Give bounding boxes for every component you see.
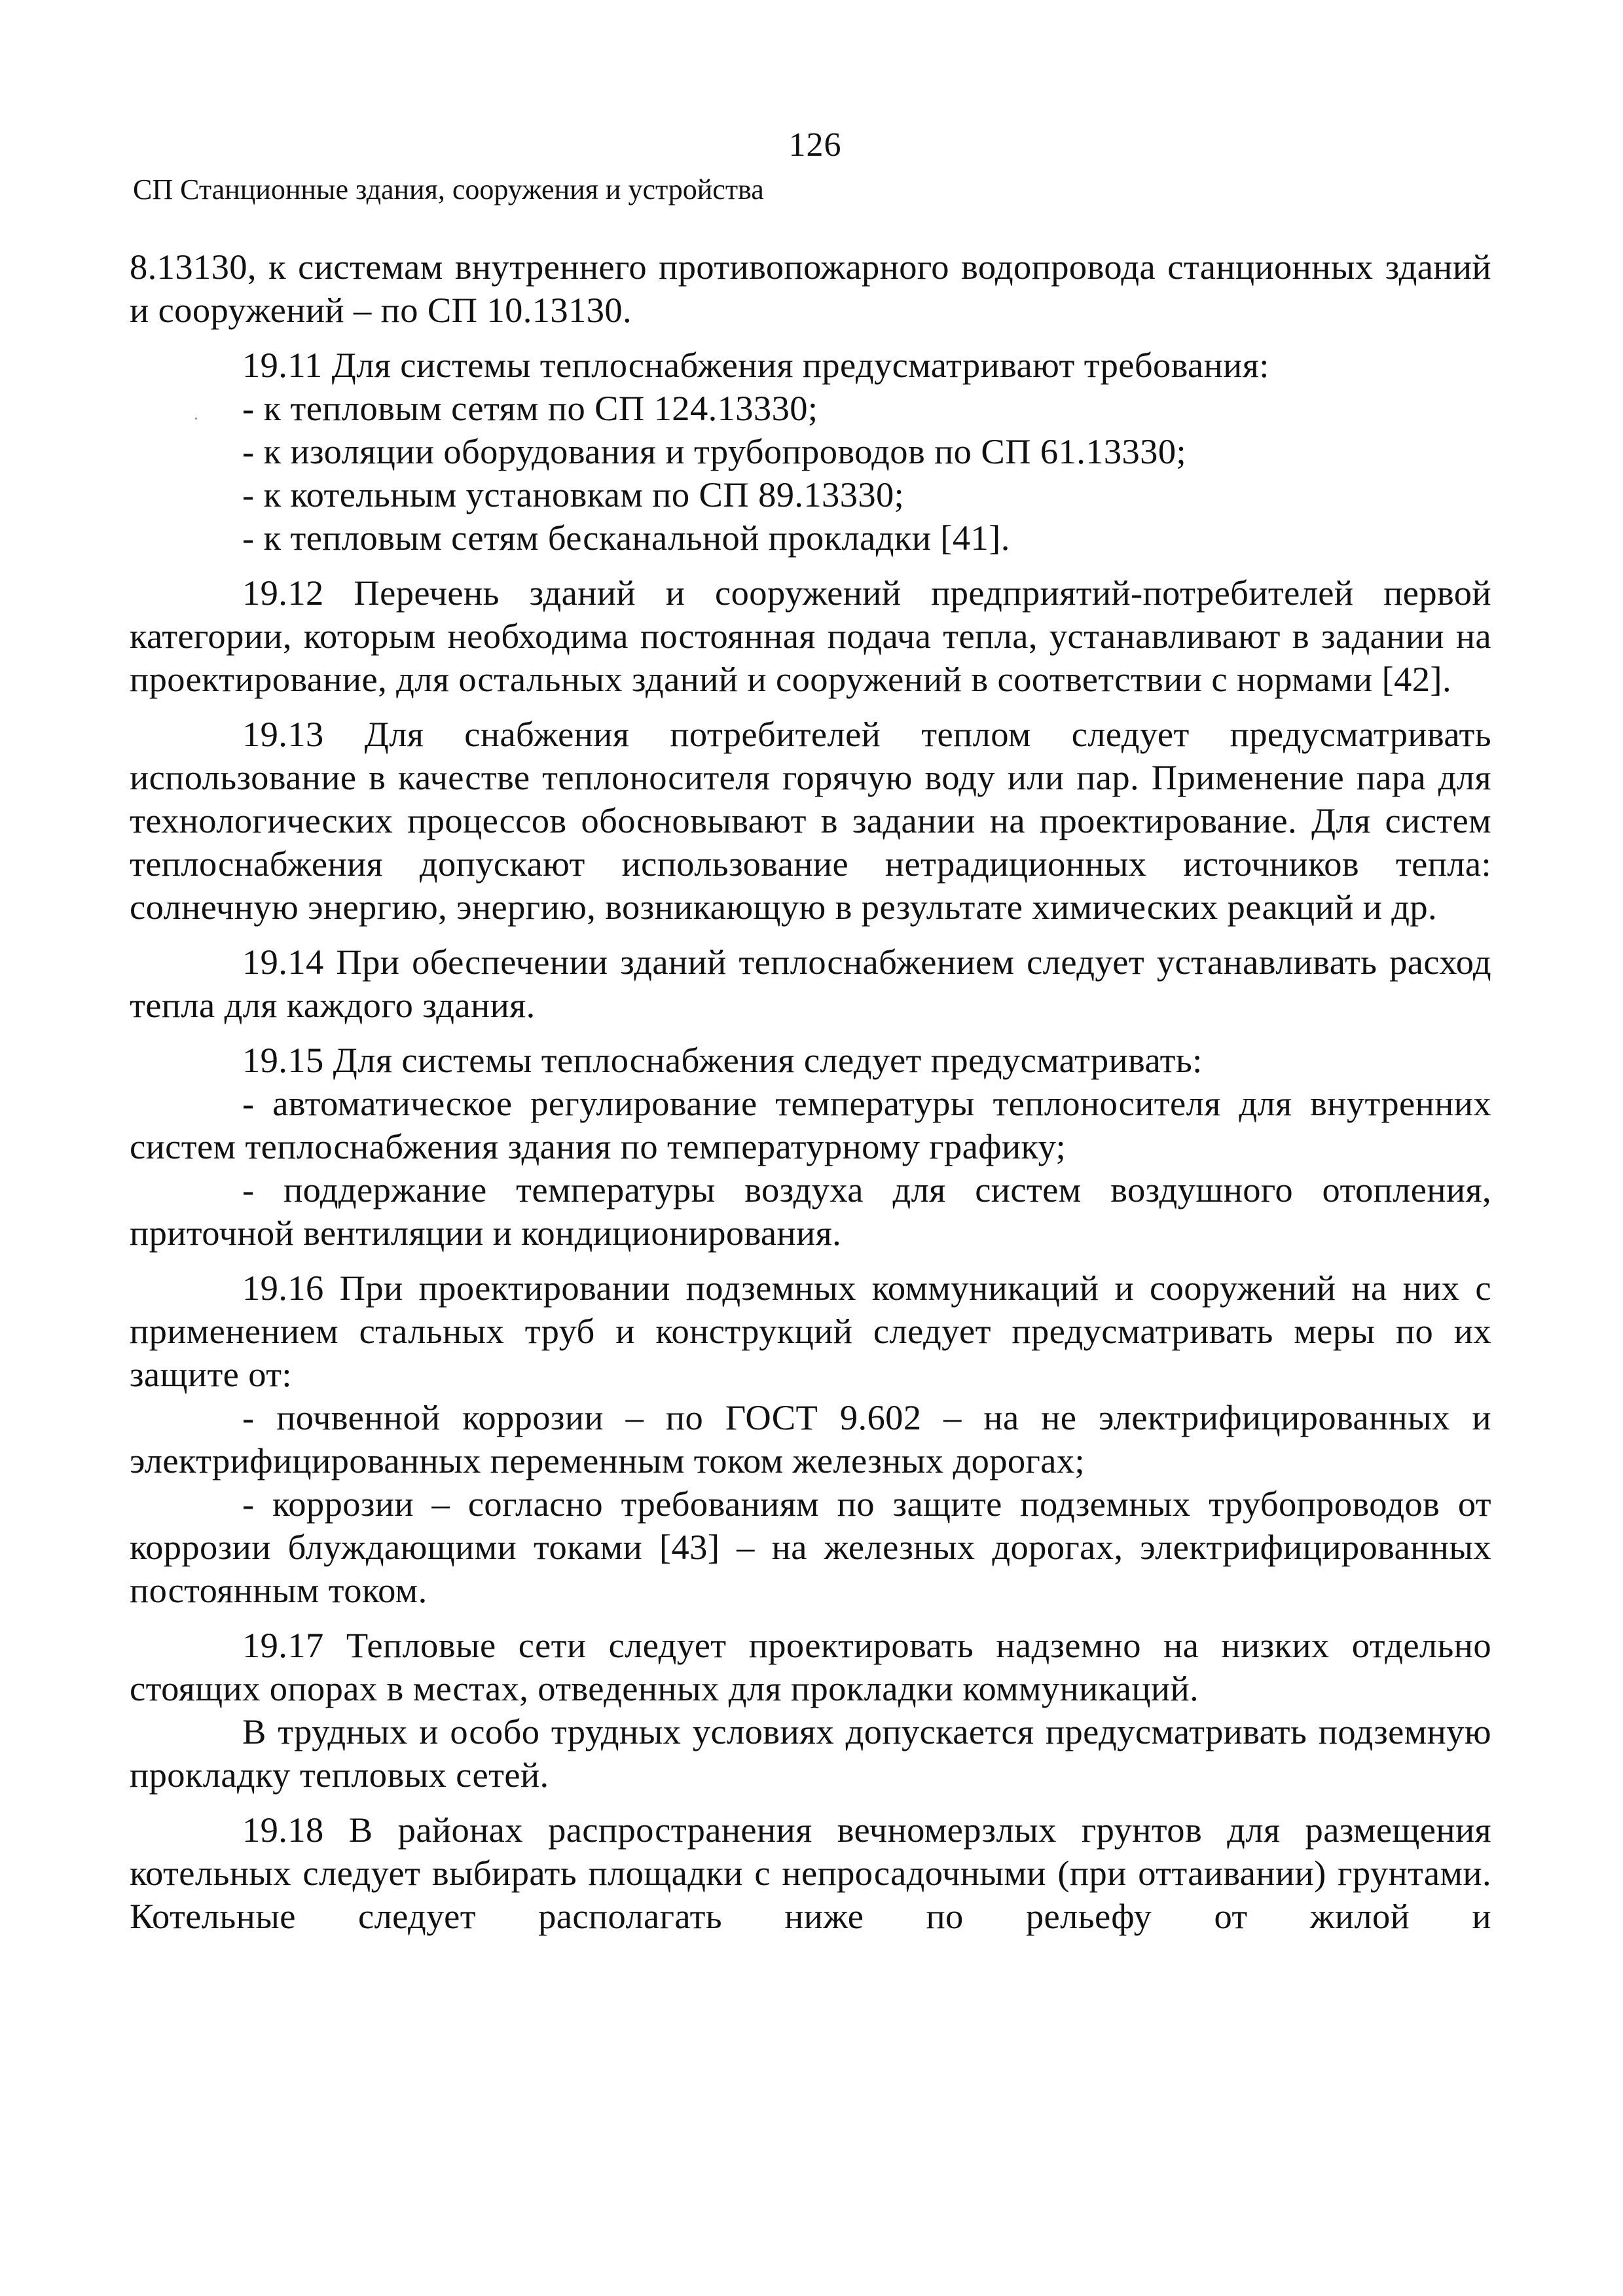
paragraph-continuation: 8.13130, к системам внутреннего противопожарного водопровода станционных зданий и сооружений – по СП 10.13130. bbox=[130, 247, 1491, 330]
list-item: - к тепловым сетям бесканальной прокладки [41]. bbox=[242, 518, 1010, 558]
list-item: - автоматическое регулирование температуры теплоносителя для внутренних систем теплоснабжения здания по температурному графику; bbox=[130, 1083, 1491, 1166]
section-19-14: 19.14 При обеспечении зданий теплоснабжением следует устанавливать расход тепла для каждого здания. bbox=[130, 942, 1491, 1025]
section-19-16 bbox=[130, 1266, 1491, 1612]
section-19-12: 19.12 Перечень зданий и сооружений предприятий-потребителей первой категории, которым необходима постоянная подача тепла, устанавливают в задании на проектирование, для остальных зданий и сооружений в соответствии с нормами [42]. bbox=[130, 573, 1491, 699]
section-19-11 bbox=[130, 344, 1491, 560]
document-body bbox=[130, 245, 1491, 1950]
section-19-11-intro: 19.11 Для системы теплоснабжения предусматривают требования: bbox=[242, 345, 1269, 385]
list-item: - к котельным установкам по СП 89.13330; bbox=[242, 475, 905, 514]
section-19-17-continuation: В трудных и особо трудных условиях допускается предусматривать подземную прокладку тепловых сетей. bbox=[130, 1712, 1491, 1795]
section-19-13: 19.13 Для снабжения потребителей теплом следует предусматривать использование в качестве теплоносителя горячую воду или пар. Применение пара для технологических процессов обосновывают в задании на проектирование. Для систем теплоснабжения допускают использование нетрадиционных источников тепла: солнечную энергию, энергию, возникающую в результате химических реакций и др. bbox=[130, 714, 1491, 927]
list-item: - коррозии – согласно требованиям по защите подземных трубопроводов от коррозии блуждающими токами [43] – на железных дорогах, электрифицированных постоянным током. bbox=[130, 1484, 1491, 1610]
section-19-17-text: 19.17 Тепловые сети следует проектировать надземно на низких отдельно стоящих опорах в местах, отведенных для прокладки коммуникаций. bbox=[130, 1625, 1491, 1708]
running-header: СП Станционные здания, сооружения и устройства bbox=[133, 173, 764, 206]
section-19-15 bbox=[130, 1039, 1491, 1255]
page-number: 126 bbox=[788, 126, 842, 164]
list-item: - поддержание температуры воздуха для систем воздушного отопления, приточной вентиляции и кондиционирования. bbox=[130, 1170, 1491, 1253]
list-item: - к тепловым сетям по СП 124.13330; bbox=[242, 388, 818, 428]
section-19-18: 19.18 В районах распространения вечномерзлых грунтов для размещения котельных следует выбирать площадки с непросадочными (при оттаивании) грунтами. Котельные следует располагать ниже по рельефу от жилой и bbox=[130, 1810, 1491, 1936]
section-19-15-intro: 19.15 Для системы теплоснабжения следует предусматривать: bbox=[242, 1040, 1203, 1080]
list-item: - почвенной коррозии – по ГОСТ 9.602 – на не электрифицированных и электрифицированных переменным током железных дорогах; bbox=[130, 1397, 1491, 1480]
list-item: - к изоляции оборудования и трубопроводов по СП 61.13330; bbox=[242, 431, 1187, 471]
section-19-16-intro: 19.16 При проектировании подземных коммуникаций и сооружений на них с применением стальных труб и конструкций следует предусматривать меры по их защите от: bbox=[130, 1268, 1491, 1394]
section-19-17 bbox=[130, 1624, 1491, 1797]
